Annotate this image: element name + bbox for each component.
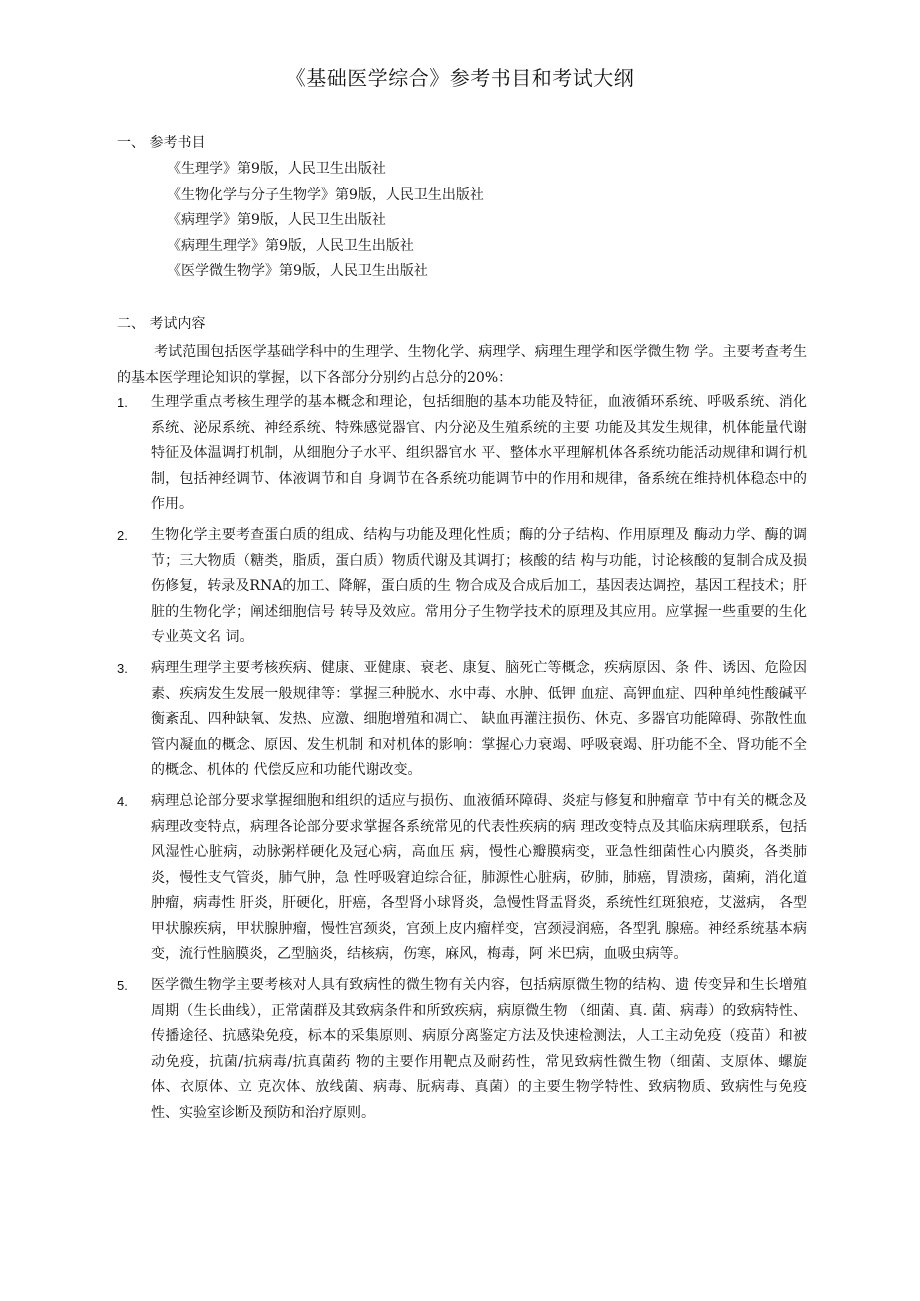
exam-intro-paragraph: 考试范围包括医学基础学科中的生理学、生物化学、病理学、病理生理学和医学微生物 学。主要考查考生的基本医学理论知识的掌握，以下各部分分别约占总分的20%： — [117, 344, 807, 386]
exam-content-list — [117, 390, 807, 1127]
section-heading-references: 一、 参考书目 — [117, 135, 206, 151]
exam-content-item — [117, 656, 807, 784]
exam-content-item — [117, 973, 807, 1127]
item-text: 病理总论部分要求掌握细胞和组织的适应与损伤、血液循环障碍、炎症与修复和肿瘤章 节中有关的概念及病理改变特点，病理各论部分要求掌握各系统常见的代表性疾病的病 理改变特点及其临床病理联系，包括风湿性心脏病，动脉粥样硬化及冠心病，高血压 病，慢性心瓣膜病变，亚急性细菌性心内膜炎，各类肺炎，慢性支气管炎，肺气肿，急 性呼吸窘迫综合征，肺源性心脏病，矽肺，肺癌，胃溃疡，菌痢，消化道肿瘤，病毒性 肝炎，肝硬化，肝癌，各型肾小球肾炎，急慢性肾盂肾炎，系统性红斑狼疮，艾滋病， 各型甲状腺疾病，甲状腺肿瘤，慢性宫颈炎，宫颈上皮内瘤样变，宫颈浸润癌，各型乳 腺癌。神经系统基本病变，流行性脑膜炎，乙型脑炎，结核病，伤寒，麻风，梅毒，阿 米巴病，血吸虫病等。 — [151, 792, 807, 963]
exam-content-item — [117, 523, 807, 651]
reference-book-item: 《生理学》第9版，人民卫生出版社 — [167, 161, 386, 177]
section-heading-exam-content: 二、 考试内容 — [117, 316, 206, 332]
reference-book-item: 《生物化学与分子生物学》第9版，人民卫生出版社 — [167, 186, 484, 203]
exam-content-item — [117, 390, 807, 518]
document-title: 《基础医学综合》参考书目和考试大纲 — [285, 66, 635, 90]
item-number: 2. — [117, 527, 128, 543]
reference-book-item: 《病理生理学》第9版，人民卫生出版社 — [167, 237, 414, 254]
item-text: 生物化学主要考查蛋白质的组成、结构与功能及理化性质；酶的分子结构、作用原理及 酶动力学、酶的调节；三大物质（糖类，脂质，蛋白质）物质代谢及其调打；核酸的结 构与功能，讨论核酸的复制合成及损伤修复，转录及RNA的加工、降解，蛋白质的生 物合成及合成后加工，基因表达调控，基因工程技术；肝脏的生物化学；阐述细胞信号 转导及效应。常用分子生物学技术的原理及其应用。应掌握一些重要的生化专业英文名 词。 — [151, 526, 807, 646]
exam-content-item — [117, 789, 807, 968]
item-number: 3. — [117, 660, 128, 676]
item-number: 4. — [117, 793, 128, 809]
item-text: 病理生理学主要考核疾病、健康、亚健康、衰老、康复、脑死亡等概念，疾病原因、条 件、诱因、危险因素、疾病发生发展一般规律等：掌握三种脱水、水中毒、水肿、低钾 血症、高钾血症、四种单纯性酸碱平衡紊乱、四种缺氧、发热、应激、细胞增殖和凋亡、 缺血再灌注损伤、休克、多器官功能障碍、弥散性血管内凝血的概念、原因、发生机制 和对机体的影响：掌握心力衰竭、呼吸衰竭、肝功能不全、肾功能不全的概念、机体的 代偿反应和功能代谢改变。 — [151, 659, 807, 779]
item-number: 5. — [117, 978, 128, 994]
item-text: 生理学重点考核生理学的基本概念和理论，包括细胞的基本功能及特征，血液循环系统、呼吸系统、消化系统、泌尿系统、神经系统、特殊感觉器官、内分泌及生殖系统的主要 功能及其发生规律，机体能量代谢特征及体温调打机制，从细胞分子水平、组织器官水 平、整体水平理解机体各系统功能活动规律和调行机制，包括神经调节、体液调节和自 身调节在各系统功能调节中的作用和规律，备系统在维持机体稳态中的作用。 — [151, 394, 807, 513]
item-number: 1. — [117, 395, 128, 410]
reference-book-item: 《医学微生物学》第9版，人民卫生出版社 — [167, 263, 428, 280]
reference-book-item: 《病理学》第9版，人民卫生出版社 — [167, 212, 386, 229]
reference-book-list — [167, 157, 767, 285]
item-text: 医学微生物学主要考核对人具有致病性的微生物有关内容，包括病原微生物的结构、遗 传变异和生长增殖周期（生长曲线），正常菌群及其致病条件和所致疾病，病原微生物 （细菌、真. 菌、病毒）的致病特性、传播途径、抗感染免疫，标本的采集原则、病原分离鉴定方法及快速检测法，人工主动免疫（疫苗）和被动免疫，抗菌/抗病毒/抗真菌药 物的主要作用靶点及耐药性，常见致病性微生物（细菌、支原体、螺旋体、衣原体、立 克次体、放线菌、病毒、朊病毒、真菌）的主要生物学特性、致病物质、致病性与免疫 性、实验室诊断及预防和治疗原则。 — [151, 977, 807, 1122]
